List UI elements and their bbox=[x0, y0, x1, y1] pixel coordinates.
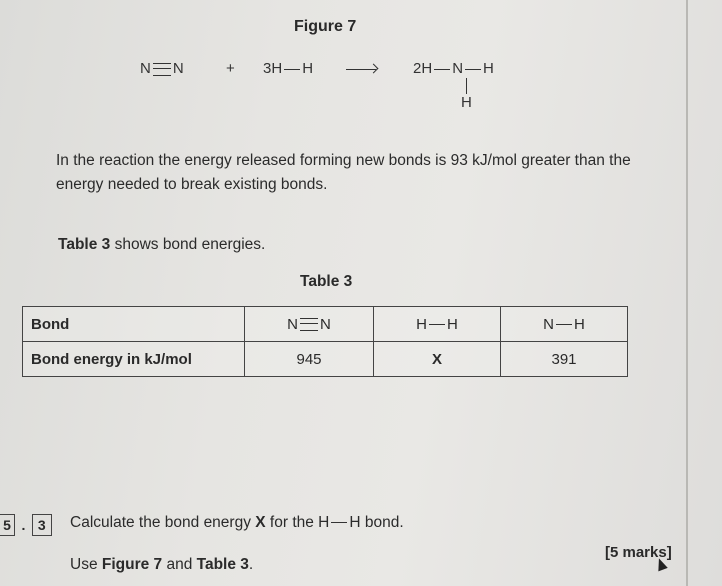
table-ref-rest: shows bond energies. bbox=[110, 236, 266, 253]
atom-n-center: N bbox=[452, 60, 464, 77]
energy-nn: 945 bbox=[245, 342, 374, 377]
bond-hh-single: H H bbox=[374, 307, 501, 342]
single-bond-symbol bbox=[331, 522, 347, 523]
atom-n: N bbox=[172, 60, 184, 77]
bond-energy-table bbox=[22, 306, 628, 377]
vertical-bond-symbol bbox=[466, 78, 467, 94]
energy-nh: 391 bbox=[501, 342, 628, 377]
energy-hh: X bbox=[374, 342, 501, 377]
use-instruction: Use Figure 7 and Table 3. bbox=[70, 556, 254, 573]
figure-title: Figure 7 bbox=[294, 18, 357, 35]
row-header-energy: Bond energy in kJ/mol bbox=[23, 342, 245, 377]
atom-n: N bbox=[140, 60, 151, 77]
table-row-bonds bbox=[23, 307, 628, 342]
atom-h-below: H bbox=[461, 94, 472, 111]
bond-nn-triple: N N bbox=[245, 307, 374, 342]
energy-statement-line2: energy needed to break existing bonds. bbox=[56, 176, 328, 193]
plus-sign: + bbox=[226, 60, 235, 77]
single-bond-symbol bbox=[434, 69, 450, 70]
bond-nh-single: N H bbox=[501, 307, 628, 342]
table-ref-bold: Table 3 bbox=[58, 236, 111, 253]
energy-statement-line1: In the reaction the energy released forming new bonds is 93 kJ/mol greater than the bbox=[56, 152, 631, 169]
question-number bbox=[0, 514, 52, 536]
single-bond-symbol bbox=[465, 69, 481, 70]
row-header-bond: Bond bbox=[23, 307, 245, 342]
equation-nh3 bbox=[413, 60, 494, 77]
page-edge bbox=[686, 0, 688, 586]
single-bond-symbol bbox=[284, 69, 300, 70]
atom-h-right: H bbox=[483, 60, 494, 77]
question-sub-number: 3 bbox=[32, 514, 52, 536]
atom-h: H bbox=[302, 60, 314, 77]
table-reference bbox=[58, 236, 265, 254]
table-row-energies bbox=[23, 342, 628, 377]
question-main-number: 5 bbox=[0, 514, 15, 536]
triple-bond-symbol bbox=[153, 63, 171, 76]
equation-h2 bbox=[263, 60, 313, 77]
reaction-arrow-icon bbox=[346, 60, 376, 77]
marks-label: [5 marks] bbox=[605, 544, 672, 561]
table-caption: Table 3 bbox=[300, 273, 353, 290]
equation-n2 bbox=[140, 60, 184, 77]
h2-coefficient: 3H bbox=[263, 60, 283, 77]
question-text: Calculate the bond energy X for the H H bond. bbox=[70, 514, 404, 531]
question-dot: . bbox=[21, 517, 26, 533]
nh3-coefficient: 2H bbox=[413, 60, 433, 77]
